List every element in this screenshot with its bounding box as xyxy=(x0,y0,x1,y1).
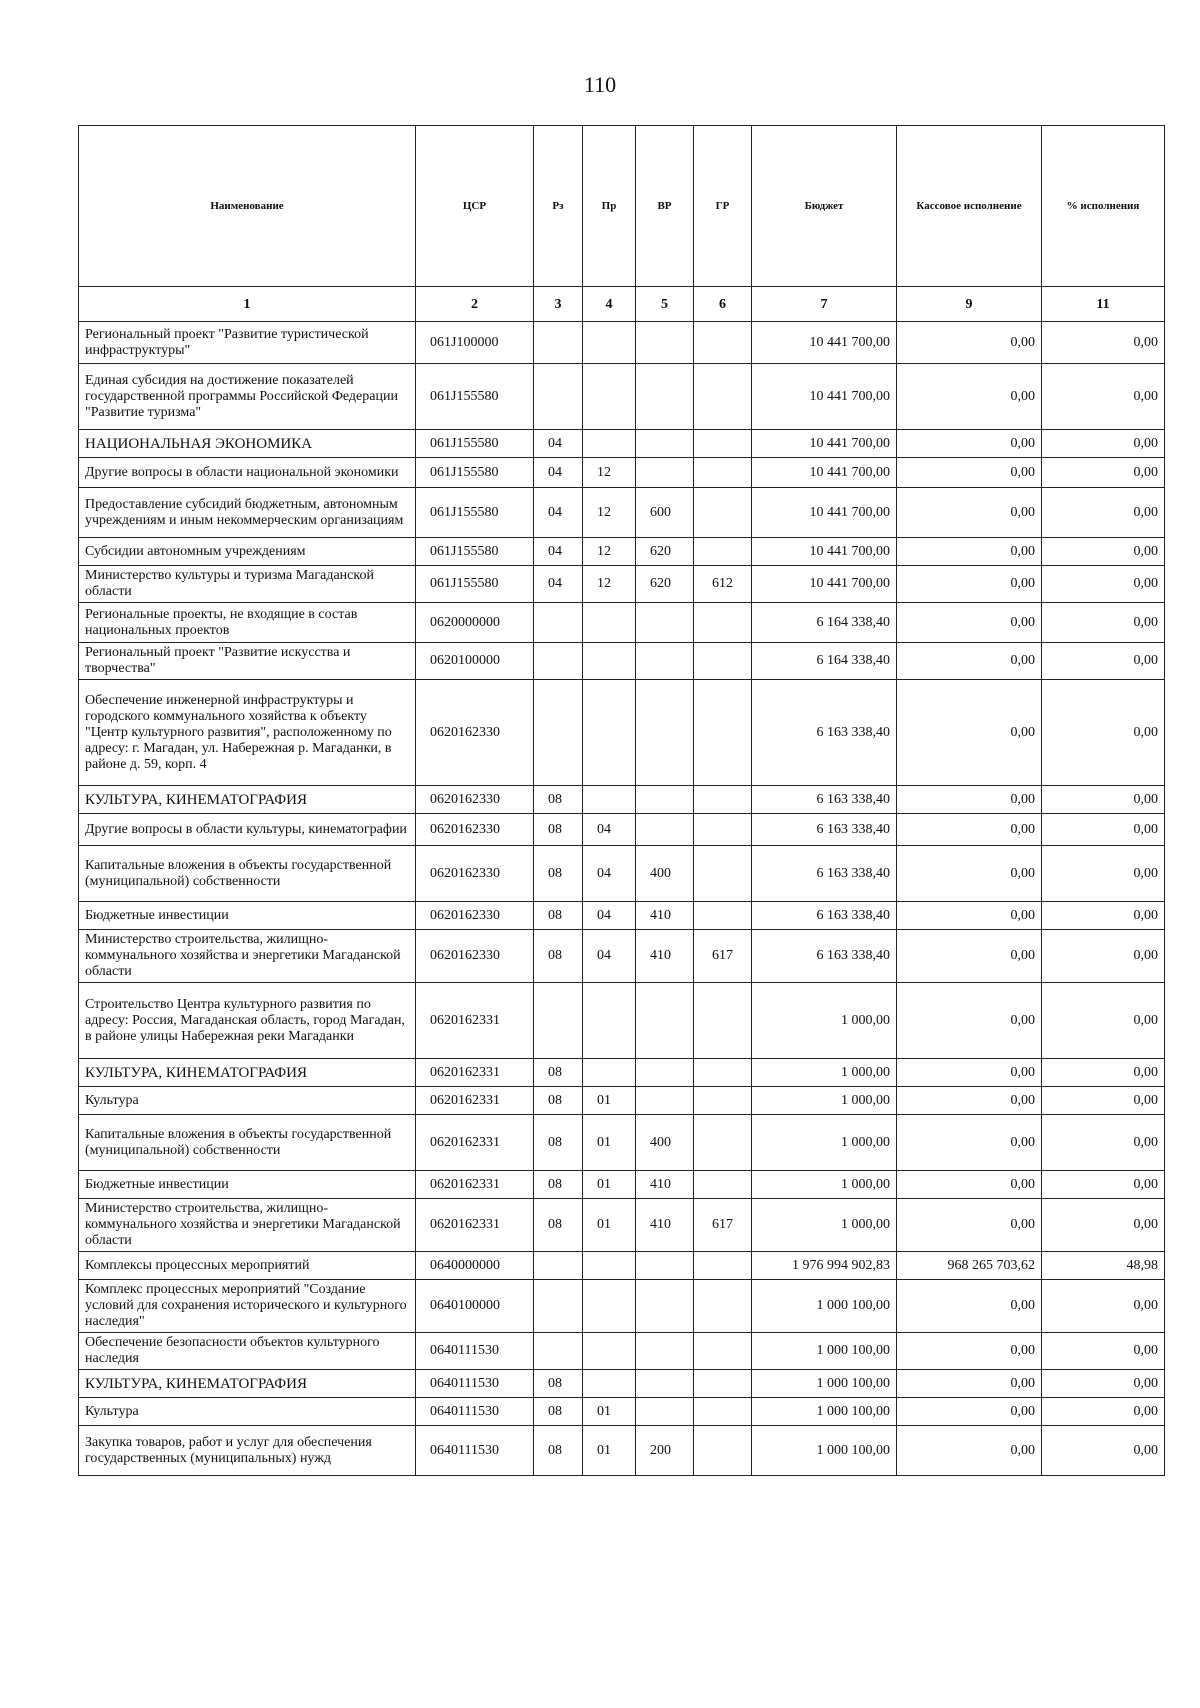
table-row xyxy=(79,786,1165,814)
cell-pct: 0,00 xyxy=(1042,566,1165,603)
table-row xyxy=(79,430,1165,458)
cell-csr: 0620162331 xyxy=(416,1171,534,1199)
cell-gr xyxy=(694,538,752,566)
cell-kassa: 0,00 xyxy=(897,458,1042,488)
cell-vr xyxy=(636,1333,694,1370)
cell-rz: 08 xyxy=(534,1059,583,1087)
cell-budget: 1 000,00 xyxy=(752,1115,897,1171)
cell-pct: 0,00 xyxy=(1042,488,1165,538)
cell-pr xyxy=(583,603,636,643)
cell-pct: 0,00 xyxy=(1042,1333,1165,1370)
cell-pct: 0,00 xyxy=(1042,1115,1165,1171)
cell-pct: 0,00 xyxy=(1042,1280,1165,1333)
table-row xyxy=(79,458,1165,488)
cell-csr: 0620100000 xyxy=(416,643,534,680)
cell-budget: 1 000,00 xyxy=(752,1171,897,1199)
table-row xyxy=(79,902,1165,930)
cell-kassa: 0,00 xyxy=(897,488,1042,538)
cell-name: Закупка товаров, работ и услуг для обеспечения государственных (муниципальных) нужд xyxy=(79,1426,416,1476)
cell-budget: 6 163 338,40 xyxy=(752,902,897,930)
table-row xyxy=(79,643,1165,680)
cell-kassa: 0,00 xyxy=(897,680,1042,786)
cell-vr xyxy=(636,680,694,786)
cell-pr: 12 xyxy=(583,488,636,538)
cell-csr: 0620162330 xyxy=(416,930,534,983)
cell-name: Субсидии автономным учреждениям xyxy=(79,538,416,566)
cell-csr: 0620162330 xyxy=(416,680,534,786)
cell-budget: 6 163 338,40 xyxy=(752,786,897,814)
cell-pr: 04 xyxy=(583,930,636,983)
cell-kassa: 0,00 xyxy=(897,1426,1042,1476)
table-row xyxy=(79,364,1165,430)
cell-rz: 04 xyxy=(534,430,583,458)
cell-name: Капитальные вложения в объекты государственной (муниципальной) собственности xyxy=(79,846,416,902)
cell-pr: 04 xyxy=(583,902,636,930)
cell-gr xyxy=(694,1252,752,1280)
cell-pct: 0,00 xyxy=(1042,430,1165,458)
cell-budget: 10 441 700,00 xyxy=(752,430,897,458)
cell-name: Министерство строительства, жилищно-коммунального хозяйства и энергетики Магаданской области xyxy=(79,930,416,983)
header-row xyxy=(79,126,1165,287)
cell-pct: 0,00 xyxy=(1042,846,1165,902)
cell-name: Министерство строительства, жилищно-коммунального хозяйства и энергетики Магаданской области xyxy=(79,1199,416,1252)
cell-kassa: 0,00 xyxy=(897,566,1042,603)
cell-pr xyxy=(583,1059,636,1087)
cell-budget: 6 163 338,40 xyxy=(752,846,897,902)
cell-budget: 1 000 100,00 xyxy=(752,1333,897,1370)
cell-vr xyxy=(636,814,694,846)
cell-budget: 10 441 700,00 xyxy=(752,488,897,538)
cell-budget: 6 164 338,40 xyxy=(752,643,897,680)
cell-pr: 01 xyxy=(583,1171,636,1199)
cell-rz xyxy=(534,322,583,364)
cell-pct: 0,00 xyxy=(1042,1398,1165,1426)
cell-csr: 061J155580 xyxy=(416,430,534,458)
cell-gr xyxy=(694,1115,752,1171)
header-name: Наименование xyxy=(79,126,416,287)
cell-rz: 04 xyxy=(534,488,583,538)
cell-csr: 0640111530 xyxy=(416,1398,534,1426)
cell-pr xyxy=(583,430,636,458)
cell-rz: 04 xyxy=(534,458,583,488)
cell-csr: 061J155580 xyxy=(416,458,534,488)
cell-vr xyxy=(636,786,694,814)
header-pct: % исполнения xyxy=(1042,126,1165,287)
cell-vr: 620 xyxy=(636,566,694,603)
cell-budget: 6 163 338,40 xyxy=(752,930,897,983)
cell-gr xyxy=(694,983,752,1059)
header-number: 9 xyxy=(897,287,1042,322)
cell-vr xyxy=(636,603,694,643)
cell-gr xyxy=(694,1426,752,1476)
table-row xyxy=(79,983,1165,1059)
cell-kassa: 0,00 xyxy=(897,1059,1042,1087)
header-number: 3 xyxy=(534,287,583,322)
budget-table-container xyxy=(78,125,1164,1476)
cell-pr xyxy=(583,1252,636,1280)
table-row xyxy=(79,322,1165,364)
table-row xyxy=(79,680,1165,786)
cell-rz: 08 xyxy=(534,1115,583,1171)
cell-rz xyxy=(534,1280,583,1333)
table-row xyxy=(79,1370,1165,1398)
cell-budget: 10 441 700,00 xyxy=(752,364,897,430)
cell-rz: 08 xyxy=(534,786,583,814)
table-row xyxy=(79,1333,1165,1370)
cell-vr: 200 xyxy=(636,1426,694,1476)
cell-vr: 410 xyxy=(636,1171,694,1199)
cell-pct: 0,00 xyxy=(1042,814,1165,846)
cell-csr: 0620162331 xyxy=(416,1115,534,1171)
cell-rz: 08 xyxy=(534,814,583,846)
cell-name: Комплекс процессных мероприятий "Создание условий для сохранения исторического и культурного наследия" xyxy=(79,1280,416,1333)
cell-name: Обеспечение безопасности объектов культурного наследия xyxy=(79,1333,416,1370)
cell-budget: 1 000 100,00 xyxy=(752,1426,897,1476)
cell-gr xyxy=(694,488,752,538)
header-gr: ГР xyxy=(694,126,752,287)
cell-vr xyxy=(636,1398,694,1426)
cell-vr xyxy=(636,1370,694,1398)
cell-gr xyxy=(694,846,752,902)
cell-pct: 0,00 xyxy=(1042,364,1165,430)
cell-name: Министерство культуры и туризма Магаданской области xyxy=(79,566,416,603)
cell-vr: 410 xyxy=(636,1199,694,1252)
cell-rz: 08 xyxy=(534,846,583,902)
cell-budget: 6 164 338,40 xyxy=(752,603,897,643)
cell-rz: 08 xyxy=(534,902,583,930)
cell-pr: 01 xyxy=(583,1087,636,1115)
cell-name: Предоставление субсидий бюджетным, автономным учреждениям и иным некоммерческим организациям xyxy=(79,488,416,538)
cell-rz: 08 xyxy=(534,1087,583,1115)
cell-pct: 0,00 xyxy=(1042,538,1165,566)
cell-kassa: 0,00 xyxy=(897,1333,1042,1370)
cell-gr xyxy=(694,643,752,680)
header-vr: ВР xyxy=(636,126,694,287)
cell-name: Другие вопросы в области культуры, кинематографии xyxy=(79,814,416,846)
cell-gr xyxy=(694,458,752,488)
cell-budget: 1 000,00 xyxy=(752,1199,897,1252)
cell-budget: 1 000 100,00 xyxy=(752,1280,897,1333)
cell-pct: 0,00 xyxy=(1042,1171,1165,1199)
cell-pct: 0,00 xyxy=(1042,902,1165,930)
cell-kassa: 0,00 xyxy=(897,538,1042,566)
cell-csr: 0620162330 xyxy=(416,786,534,814)
cell-pr: 01 xyxy=(583,1199,636,1252)
cell-budget: 10 441 700,00 xyxy=(752,538,897,566)
table-row xyxy=(79,1115,1165,1171)
cell-budget: 1 000,00 xyxy=(752,983,897,1059)
cell-rz xyxy=(534,364,583,430)
table-row xyxy=(79,1171,1165,1199)
header-number: 5 xyxy=(636,287,694,322)
cell-rz xyxy=(534,1333,583,1370)
cell-kassa: 0,00 xyxy=(897,1171,1042,1199)
cell-csr: 0620162331 xyxy=(416,1059,534,1087)
cell-kassa: 968 265 703,62 xyxy=(897,1252,1042,1280)
cell-gr xyxy=(694,322,752,364)
cell-name: КУЛЬТУРА, КИНЕМАТОГРАФИЯ xyxy=(79,1370,416,1398)
cell-vr xyxy=(636,1252,694,1280)
cell-kassa: 0,00 xyxy=(897,814,1042,846)
cell-kassa: 0,00 xyxy=(897,1087,1042,1115)
cell-kassa: 0,00 xyxy=(897,930,1042,983)
cell-csr: 0620162330 xyxy=(416,846,534,902)
cell-rz: 04 xyxy=(534,538,583,566)
cell-kassa: 0,00 xyxy=(897,364,1042,430)
cell-name: Строительство Центра культурного развития по адресу: Россия, Магаданская область, город Магадан, в районе улицы Набережная реки Магаданки xyxy=(79,983,416,1059)
cell-pr: 12 xyxy=(583,538,636,566)
cell-pct: 0,00 xyxy=(1042,1199,1165,1252)
header-kassa: Кассовое исполнение xyxy=(897,126,1042,287)
cell-pr xyxy=(583,680,636,786)
cell-csr: 0620162330 xyxy=(416,814,534,846)
header-budget: Бюджет xyxy=(752,126,897,287)
cell-gr xyxy=(694,1059,752,1087)
cell-gr xyxy=(694,1171,752,1199)
cell-csr: 0640111530 xyxy=(416,1426,534,1476)
table-row xyxy=(79,1426,1165,1476)
cell-vr: 410 xyxy=(636,902,694,930)
cell-gr xyxy=(694,902,752,930)
cell-kassa: 0,00 xyxy=(897,1199,1042,1252)
cell-gr xyxy=(694,814,752,846)
cell-csr: 0620000000 xyxy=(416,603,534,643)
cell-pr: 01 xyxy=(583,1115,636,1171)
cell-gr xyxy=(694,1370,752,1398)
cell-kassa: 0,00 xyxy=(897,1280,1042,1333)
cell-pct: 0,00 xyxy=(1042,786,1165,814)
cell-pct: 48,98 xyxy=(1042,1252,1165,1280)
cell-pct: 0,00 xyxy=(1042,603,1165,643)
cell-kassa: 0,00 xyxy=(897,430,1042,458)
cell-pr: 01 xyxy=(583,1398,636,1426)
table-row xyxy=(79,1398,1165,1426)
cell-vr xyxy=(636,1087,694,1115)
cell-rz xyxy=(534,983,583,1059)
cell-vr xyxy=(636,1280,694,1333)
header-csr: ЦСР xyxy=(416,126,534,287)
header-number: 2 xyxy=(416,287,534,322)
cell-name: Культура xyxy=(79,1398,416,1426)
header-number-row xyxy=(79,287,1165,322)
cell-pr: 01 xyxy=(583,1426,636,1476)
cell-name: Другие вопросы в области национальной экономики xyxy=(79,458,416,488)
cell-name: КУЛЬТУРА, КИНЕМАТОГРАФИЯ xyxy=(79,1059,416,1087)
cell-vr xyxy=(636,1059,694,1087)
cell-csr: 061J155580 xyxy=(416,488,534,538)
cell-pr: 12 xyxy=(583,458,636,488)
cell-budget: 1 000,00 xyxy=(752,1059,897,1087)
cell-pr: 04 xyxy=(583,814,636,846)
cell-csr: 0640000000 xyxy=(416,1252,534,1280)
cell-pct: 0,00 xyxy=(1042,1059,1165,1087)
cell-gr xyxy=(694,1280,752,1333)
cell-name: Обеспечение инженерной инфраструктуры и городского коммунального хозяйства к объекту "Центр культурного развития", расположенному по адресу: г. Магадан, ул. Набережная р. Магаданки, в районе д. 59, корп. 4 xyxy=(79,680,416,786)
cell-pct: 0,00 xyxy=(1042,458,1165,488)
cell-budget: 1 000 100,00 xyxy=(752,1398,897,1426)
table-row xyxy=(79,1059,1165,1087)
cell-rz: 08 xyxy=(534,1171,583,1199)
cell-vr xyxy=(636,643,694,680)
cell-pct: 0,00 xyxy=(1042,1370,1165,1398)
cell-budget: 1 000 100,00 xyxy=(752,1370,897,1398)
cell-vr: 400 xyxy=(636,846,694,902)
cell-pct: 0,00 xyxy=(1042,643,1165,680)
cell-name: Региональные проекты, не входящие в состав национальных проектов xyxy=(79,603,416,643)
cell-pr xyxy=(583,1333,636,1370)
cell-pct: 0,00 xyxy=(1042,1087,1165,1115)
cell-gr xyxy=(694,1087,752,1115)
cell-csr: 0620162331 xyxy=(416,1199,534,1252)
cell-name: КУЛЬТУРА, КИНЕМАТОГРАФИЯ xyxy=(79,786,416,814)
cell-gr xyxy=(694,1398,752,1426)
cell-csr: 061J155580 xyxy=(416,538,534,566)
table-row xyxy=(79,488,1165,538)
table-row xyxy=(79,846,1165,902)
cell-kassa: 0,00 xyxy=(897,1398,1042,1426)
cell-vr xyxy=(636,458,694,488)
header-pr: Пр xyxy=(583,126,636,287)
table-row xyxy=(79,538,1165,566)
cell-pr xyxy=(583,1370,636,1398)
header-number: 6 xyxy=(694,287,752,322)
cell-vr xyxy=(636,983,694,1059)
cell-vr: 620 xyxy=(636,538,694,566)
table-body xyxy=(79,322,1165,1476)
cell-gr xyxy=(694,430,752,458)
cell-kassa: 0,00 xyxy=(897,902,1042,930)
cell-gr: 612 xyxy=(694,566,752,603)
cell-kassa: 0,00 xyxy=(897,322,1042,364)
cell-name: Капитальные вложения в объекты государственной (муниципальной) собственности xyxy=(79,1115,416,1171)
cell-rz: 08 xyxy=(534,1426,583,1476)
table-row xyxy=(79,814,1165,846)
table-row xyxy=(79,1199,1165,1252)
cell-rz: 08 xyxy=(534,1370,583,1398)
cell-gr: 617 xyxy=(694,930,752,983)
header-number: 7 xyxy=(752,287,897,322)
cell-gr xyxy=(694,364,752,430)
table-row xyxy=(79,1280,1165,1333)
cell-pct: 0,00 xyxy=(1042,930,1165,983)
page-number: 110 xyxy=(583,72,617,97)
cell-pct: 0,00 xyxy=(1042,1426,1165,1476)
cell-name: Бюджетные инвестиции xyxy=(79,1171,416,1199)
cell-csr: 0640111530 xyxy=(416,1333,534,1370)
cell-kassa: 0,00 xyxy=(897,643,1042,680)
cell-csr: 061J155580 xyxy=(416,566,534,603)
cell-pr xyxy=(583,983,636,1059)
cell-rz: 08 xyxy=(534,1199,583,1252)
header-rz: Рз xyxy=(534,126,583,287)
budget-table xyxy=(78,125,1165,1476)
cell-vr: 600 xyxy=(636,488,694,538)
cell-name: Культура xyxy=(79,1087,416,1115)
cell-pct: 0,00 xyxy=(1042,322,1165,364)
cell-rz xyxy=(534,680,583,786)
cell-vr xyxy=(636,322,694,364)
cell-csr: 061J155580 xyxy=(416,364,534,430)
cell-rz xyxy=(534,1252,583,1280)
cell-csr: 0640111530 xyxy=(416,1370,534,1398)
cell-pr xyxy=(583,643,636,680)
cell-name: Региональный проект "Развитие искусства и творчества" xyxy=(79,643,416,680)
cell-gr xyxy=(694,680,752,786)
cell-pr xyxy=(583,364,636,430)
cell-name: Единая субсидия на достижение показателей государственной программы Российской Федерации "Развитие туризма" xyxy=(79,364,416,430)
cell-gr xyxy=(694,786,752,814)
cell-csr: 061J100000 xyxy=(416,322,534,364)
header-number: 11 xyxy=(1042,287,1165,322)
cell-kassa: 0,00 xyxy=(897,1115,1042,1171)
cell-vr: 400 xyxy=(636,1115,694,1171)
cell-budget: 6 163 338,40 xyxy=(752,814,897,846)
cell-budget: 6 163 338,40 xyxy=(752,680,897,786)
cell-csr: 0640100000 xyxy=(416,1280,534,1333)
cell-rz xyxy=(534,603,583,643)
cell-pr: 12 xyxy=(583,566,636,603)
cell-budget: 10 441 700,00 xyxy=(752,458,897,488)
cell-pct: 0,00 xyxy=(1042,983,1165,1059)
cell-kassa: 0,00 xyxy=(897,786,1042,814)
cell-gr xyxy=(694,603,752,643)
cell-pct: 0,00 xyxy=(1042,680,1165,786)
header-number: 1 xyxy=(79,287,416,322)
cell-name: Региональный проект "Развитие туристической инфраструктуры" xyxy=(79,322,416,364)
cell-csr: 0620162330 xyxy=(416,902,534,930)
table-row xyxy=(79,1252,1165,1280)
cell-budget: 1 000,00 xyxy=(752,1087,897,1115)
table-row xyxy=(79,1087,1165,1115)
table-row xyxy=(79,566,1165,603)
cell-pr xyxy=(583,1280,636,1333)
cell-csr: 0620162331 xyxy=(416,983,534,1059)
cell-vr xyxy=(636,364,694,430)
table-row xyxy=(79,930,1165,983)
cell-rz: 04 xyxy=(534,566,583,603)
cell-name: Комплексы процессных мероприятий xyxy=(79,1252,416,1280)
cell-pr xyxy=(583,322,636,364)
cell-rz xyxy=(534,643,583,680)
cell-budget: 10 441 700,00 xyxy=(752,566,897,603)
cell-name: Бюджетные инвестиции xyxy=(79,902,416,930)
cell-rz: 08 xyxy=(534,930,583,983)
cell-csr: 0620162331 xyxy=(416,1087,534,1115)
cell-kassa: 0,00 xyxy=(897,846,1042,902)
header-number: 4 xyxy=(583,287,636,322)
cell-pr xyxy=(583,786,636,814)
table-row xyxy=(79,603,1165,643)
cell-kassa: 0,00 xyxy=(897,603,1042,643)
cell-kassa: 0,00 xyxy=(897,983,1042,1059)
cell-vr: 410 xyxy=(636,930,694,983)
cell-gr xyxy=(694,1333,752,1370)
cell-vr xyxy=(636,430,694,458)
cell-budget: 10 441 700,00 xyxy=(752,322,897,364)
cell-kassa: 0,00 xyxy=(897,1370,1042,1398)
cell-budget: 1 976 994 902,83 xyxy=(752,1252,897,1280)
cell-rz: 08 xyxy=(534,1398,583,1426)
cell-gr: 617 xyxy=(694,1199,752,1252)
cell-pr: 04 xyxy=(583,846,636,902)
cell-name: НАЦИОНАЛЬНАЯ ЭКОНОМИКА xyxy=(79,430,416,458)
